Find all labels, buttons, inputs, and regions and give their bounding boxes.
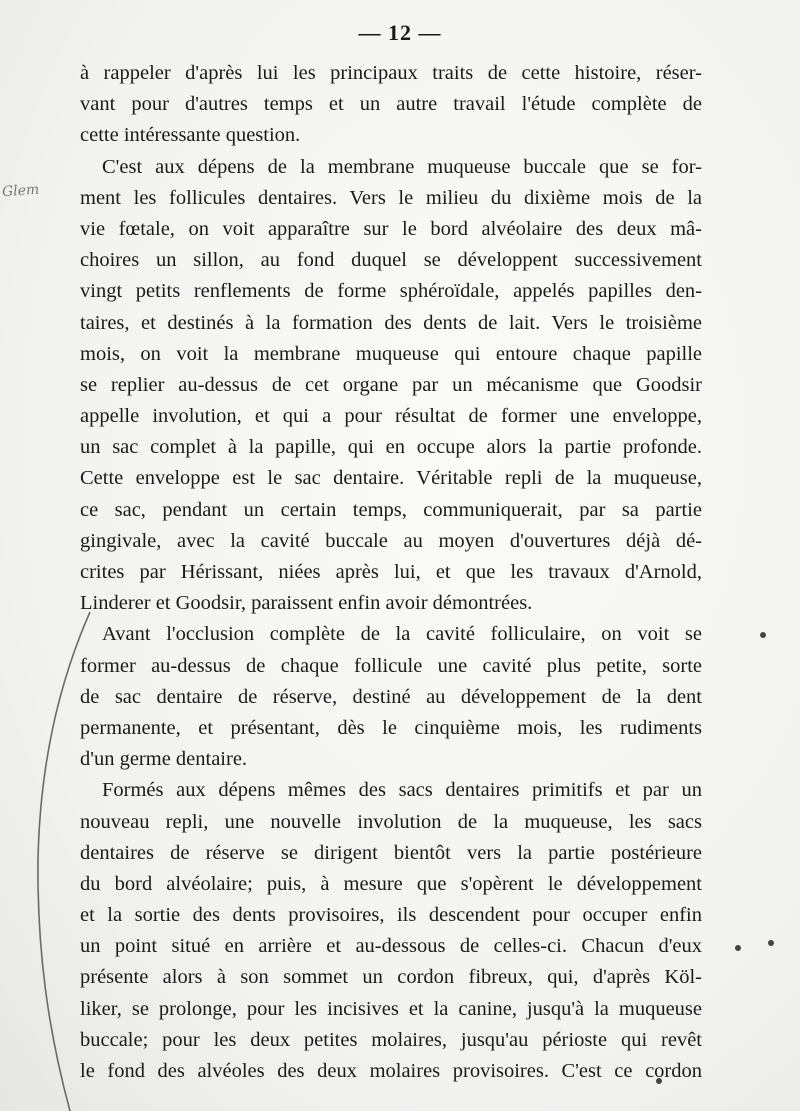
text-line: choires un sillon, au fond duquel se développent successivement (80, 249, 702, 272)
text-line: ment les follicules dentaires. Vers le milieu du dixième mois de la (80, 186, 702, 209)
text-line: présente alors à son sommet un cordon fibreux, qui, d'après Köl- (80, 966, 702, 989)
body-text (80, 58, 702, 1087)
text-line: buccale; pour les deux petites molaires, jusqu'au périoste qui revêt (80, 1028, 702, 1051)
text-line: vie fœtale, on voit apparaître sur le bord alvéolaire des deux mâ- (80, 217, 702, 240)
text-line: de sac dentaire de réserve, destiné au développement de la dent (80, 685, 702, 708)
text-line: un sac complet à la papille, qui en occupe alors la partie profonde. (80, 436, 702, 459)
text-line: le fond des alvéoles des deux molaires provisoires. C'est ce cordon (80, 1060, 702, 1082)
page-number: — 12 — (358, 20, 442, 45)
text-line: Formés aux dépens mêmes des sacs dentaires primitifs et par un (102, 779, 702, 802)
text-line: former au-dessus de chaque follicule une cavité plus petite, sorte (80, 654, 702, 677)
text-line: un point situé en arrière et au-dessous de celles-ci. Chacun d'eux (80, 935, 702, 958)
text-line: cette intéressante question. (80, 124, 301, 147)
text-line: vant pour d'autres temps et un autre travail l'étude complète de (80, 93, 702, 116)
text-line: appelle involution, et qui a pour résultat de former une enveloppe, (80, 405, 702, 428)
text-line: du bord alvéolaire; puis, à mesure que s'opèrent le développement (80, 872, 702, 895)
text-line: crites par Hérissant, niées après lui, et que les travaux d'Arnold, (80, 561, 702, 583)
text-line: dentaires de réserve se dirigent bientôt vers la partie postérieure (80, 841, 702, 864)
speck-mark (768, 940, 774, 946)
text-line: permanente, et présentant, dès le cinquième mois, les rudiments (80, 716, 702, 739)
text-line: gingivale, avec la cavité buccale au moyen d'ouvertures déjà dé- (80, 529, 702, 552)
text-line: taires, et destinés à la formation des dents de lait. Vers le troisième (80, 311, 702, 334)
text-line: Cette enveloppe est le sac dentaire. Véritable repli de la muqueuse, (80, 467, 702, 490)
text-line: vingt petits renflements de forme sphéroïdale, appelés papilles den- (80, 280, 702, 303)
speck-mark (735, 945, 741, 951)
handwritten-margin-note: Glem (1, 181, 40, 201)
text-line: Avant l'occlusion complète de la cavité folliculaire, on voit se (102, 623, 702, 646)
text-line: d'un germe dentaire. (80, 748, 248, 771)
text-line: mois, on voit la membrane muqueuse qui entoure chaque papille (80, 342, 702, 365)
text-line: liker, se prolonge, pour les incisives et la canine, jusqu'à la muqueuse (80, 997, 702, 1020)
text-line: à rappeler d'après lui les principaux traits de cette histoire, réser- (80, 62, 702, 84)
text-line: ce sac, pendant un certain temps, communiquerait, par sa partie (80, 498, 702, 521)
text-line: et la sortie des dents provisoires, ils descendent pour occuper enfin (80, 904, 702, 927)
text-line: nouveau repli, une nouvelle involution de la muqueuse, les sacs (80, 810, 702, 833)
text-line: C'est aux dépens de la membrane muqueuse buccale que se for- (102, 155, 702, 178)
speck-mark (760, 632, 766, 638)
text-line: se replier au-dessus de cet organe par un mécanisme que Goodsir (80, 373, 702, 396)
text-line: Linderer et Goodsir, paraissent enfin avoir démontrées. (80, 592, 533, 615)
